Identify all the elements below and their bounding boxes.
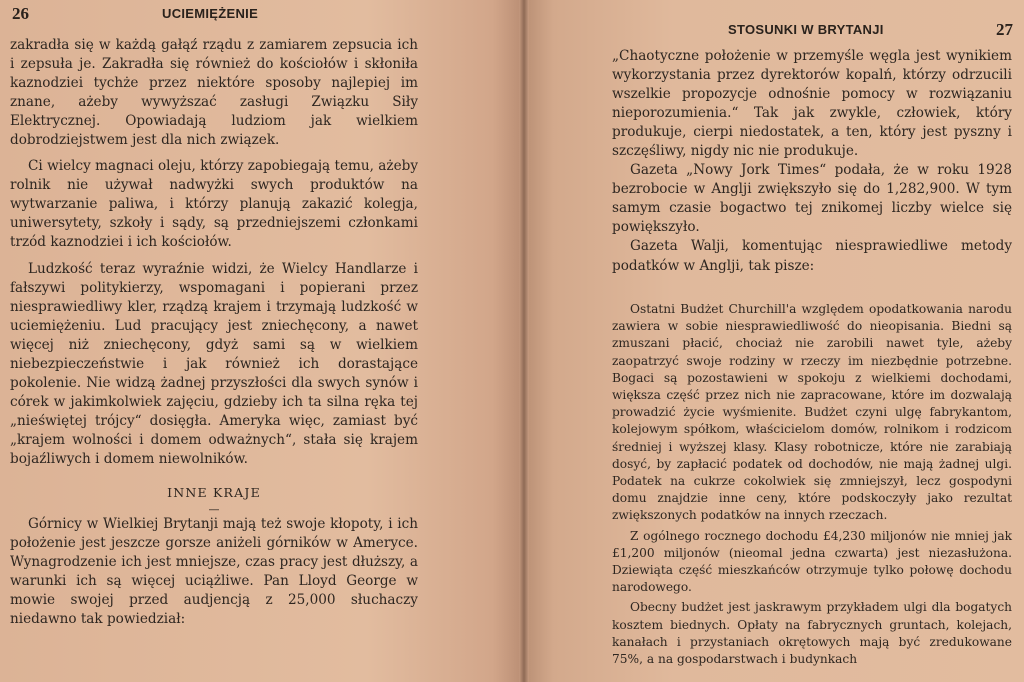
paragraph: Ludzkość teraz wyraźnie widzi, że Wielcy Handlarze i fałszywi politykierzy, wspomagani i popierani przez niesprawiedliwy kler, rządzą krajem i trzymają ludzkość w uciemiężeniu. Lud pracujący jest zniechęcony, a nawet więcej niż zniechęcony, gdyż sami są w wielkiem niebezpieczeństwie i jak również ich dorastające pokolenie. Nie widzą żadnej przyszłości dla swych synów i córek w jakimkolwiek zajęciu, gdzieby ich ta silna ręka tej „nieświętej trójcy“ dosięgła. Ameryka więc, zamiast być „krajem wolności i domem odważnych“, stała się krajem bojaźliwych i domem niewolników. <box>10 260 418 467</box>
paragraph: „Chaotyczne położenie w przemyśle węgla jest wynikiem wykorzystania przez dyrektorów kopalń, którzy odrzucili wszelkie propozycje odnośnie pomocy w rozwiązaniu nieporozumienia.“ Tak jak zwykle, człowiek, który produkuje, cierpi niedostatek, a ten, który jest pyszny i szczęśliwy, nigdy nic nie produkuje. <box>612 48 1012 160</box>
page-number-right: 27 <box>996 20 1013 39</box>
right-page <box>524 0 1024 682</box>
quote-paragraph: Z ogólnego rocznego dochodu £4,230 miljonów nie mniej jak £1,200 miljonów (nieomal jedna czwarta) jest niezasłużona. Dziewiąta część mieszkańców otrzymuje tylko połowę dochodu narodowego. <box>612 528 1012 595</box>
paragraph: Gazeta Walji, komentując niesprawiedliwe metody podatków w Anglji, tak pisze: <box>612 238 1012 274</box>
section-ornament: — <box>208 503 220 517</box>
right-page-body <box>612 47 1012 276</box>
book-gutter <box>519 0 529 682</box>
quote-paragraph: Ostatni Budżet Churchill'a względem opodatkowania narodu zawiera w sobie niesprawiedliwość do nieopisania. Biedni są zmuszani płacić, chociaż nie zarobili nawet tyle, ażeby zaopatrzyć swoje rodziny w rzeczy im niezbędnie potrzebne. Bogaci są pozostawieni w spokoju z wielkiemi dochodami, większa część przez nich nie zapracowane, które im dozwalają prowadzić życie wyśmienite. Budżet czyni ulgę fabrykantom, kolejowym spółkom, właścicielom domów, rolnikom i rodzicom średniej i wyższej klasy. Klasy robotnicze, które nie zarabiają dosyć, by zapłacić podatek od dochodów, nie mają żadnej ulgi. Podatek na cukrze cokolwiek się zmniejszył, lecz gospodyni domu znajdzie inne ceny, które podskoczyły jako rezultat zwiększonych podatków na innych rzeczach. <box>612 302 1012 523</box>
paragraph: Ci wielcy magnaci oleju, którzy zapobiegają temu, ażeby rolnik nie używał nadwyżki swych produktów na wytwarzanie paliwa, i którzy planują zakazić kolegja, uniwersytety, szkoły i sądy, są przedniejszemi członkami trzód kaznodziei i ich kościołów. <box>10 158 418 251</box>
paragraph: Gazeta „Nowy Jork Times“ podała, że w roku 1928 bezrobocie w Anglji zwiększyło się do 1,282,900. W tym samym czasie bogactwo tej znikomej liczby wielce się powiększyło. <box>612 162 1012 236</box>
page-number-left: 26 <box>12 4 29 23</box>
quote-paragraph: Obecny budżet jest jaskrawym przykładem ulgi dla bogatych kosztem biednych. Opłaty na fabrycznych gruntach, kolejach, kanałach i przystaniach okrętowych mają być zredukowane 75%, a na gospodarstwach i budynkach <box>612 600 1012 667</box>
quoted-passage <box>612 301 1012 668</box>
running-head-right: STOSUNKI W BRYTANJI <box>728 22 884 37</box>
left-page-body <box>10 36 418 629</box>
paragraph: zakradła się w każdą gałąź rządu z zamiarem zepsucia ich i zepsuła je. Zakradła się również do kościołów i skłoniła kaznodziei tychże przez niektóre sposoby najlepiej im znane, ażeby wywyższać zasługi Związku Siły Elektrycznej. Opowiadają ludziom jak wielkiem dobrodziejstwem jest dla nich związek. <box>10 37 418 149</box>
running-head-left: UCIEMIĘŻENIE <box>162 6 259 21</box>
paragraph: Górnicy w Wielkiej Brytanji mają też swoje kłopoty, i ich położenie jest jeszcze gorsze aniżeli górników w Ameryce. Wynagrodzenie ich jest mniejsze, czas pracy jest dłuższy, a warunki ich są więcej uciążliwe. Pan Lloyd George w mowie swojej przed audjencją z 25,000 słuchaczy niedawno tak powiedział: <box>10 516 418 628</box>
section-heading: INNE KRAJE <box>167 485 261 501</box>
